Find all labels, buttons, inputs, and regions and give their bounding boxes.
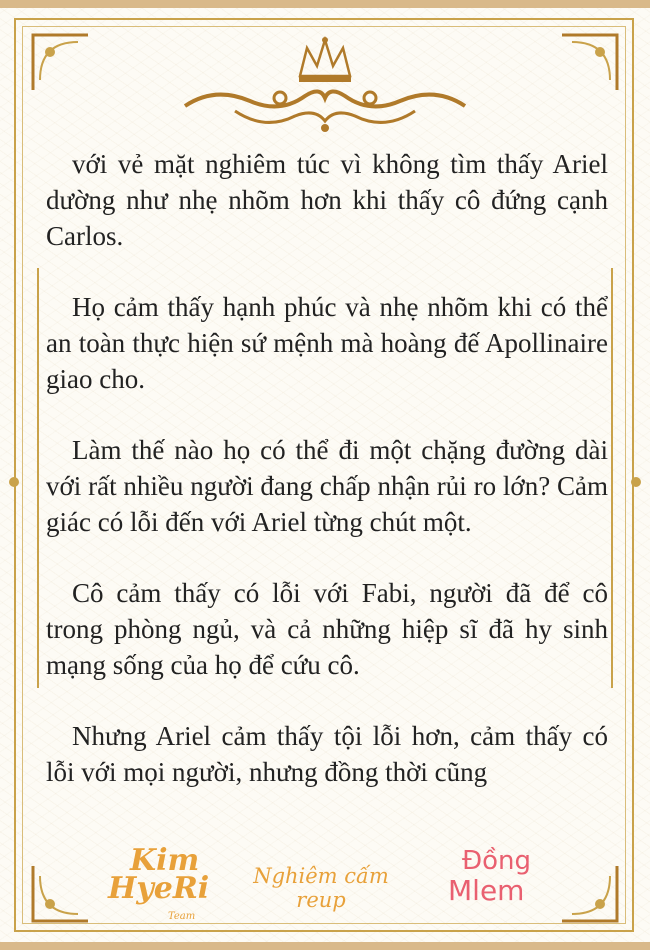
- dong-mlem-logo: [440, 846, 550, 916]
- crown-ornament-icon: [175, 36, 475, 136]
- paragraph-3: Làm thế nào họ có thể đi một chặng đường dài với rất nhiều người đang chấp nhận rủi ro lớn? Cảm giác có lỗi đến với Ariel từng chút một.: [46, 435, 608, 537]
- footer: [0, 826, 650, 926]
- paragraph-1: với vẻ mặt nghiêm túc vì không tìm thấy Ariel dường như nhẹ nhõm hơn khi thấy cô đứng cạnh Carlos.: [46, 149, 608, 251]
- paragraph-4: Cô cảm thấy có lỗi với Fabi, người đã để cô trong phòng ngủ, và cả những hiệp sĩ đã hy sinh mạng sống của họ để cứu cô.: [46, 578, 608, 680]
- right-knob: [631, 477, 641, 487]
- right-side-line: [611, 268, 613, 688]
- logo-kim-text: Kim: [130, 843, 200, 878]
- story-text: [46, 146, 608, 825]
- paragraph-5: Nhưng Ariel cảm thấy tội lỗi hơn, cảm thấy có lỗi với mọi người, nhưng đồng thời cũng: [46, 721, 608, 787]
- paragraph-2: Họ cảm thấy hạnh phúc và nhẹ nhõm khi có thể an toàn thực hiện sứ mệnh mà hoàng đế Apollinaire giao cho.: [46, 292, 608, 394]
- logo-hyeri-text: HyeRi: [108, 871, 210, 906]
- logo-team-text: Team: [168, 911, 196, 922]
- top-right-corner-ornament: [552, 30, 622, 100]
- logo-dong-text: Đồng: [462, 846, 532, 876]
- left-side-line: [37, 268, 39, 688]
- no-reup-notice: Nghiêm cấm reup: [253, 864, 389, 912]
- logo-mlem-text: Mlem: [448, 874, 525, 907]
- kim-hyeri-team-logo: [108, 843, 218, 926]
- page-background: [0, 8, 650, 942]
- left-knob: [9, 477, 19, 487]
- top-left-corner-ornament: [28, 30, 98, 100]
